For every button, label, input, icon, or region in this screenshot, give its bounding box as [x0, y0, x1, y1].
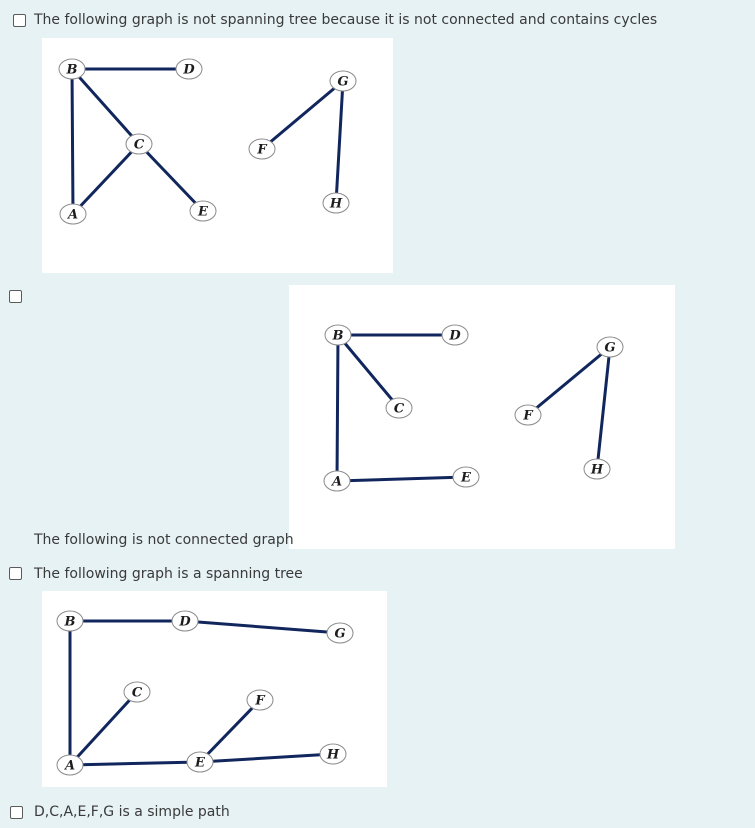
- graph-node-G: [330, 71, 356, 91]
- graph-edge-A-E: [70, 762, 200, 765]
- graph-node-E: [453, 467, 479, 487]
- graph-node-F: [515, 405, 541, 425]
- graph-node-label: H: [590, 462, 604, 478]
- option-1-label: The following graph is not spanning tree because it is not connected and contains cycles: [34, 12, 658, 28]
- graph-edge-D-G: [185, 621, 340, 633]
- graph-node-label: A: [331, 474, 343, 490]
- graph-node-E: [187, 752, 213, 772]
- graph-node-B: [325, 325, 351, 345]
- graph-node-C: [126, 134, 152, 154]
- graph-edge-E-F: [200, 700, 260, 762]
- graph-node-label: B: [64, 614, 76, 630]
- graph-node-C: [386, 398, 412, 418]
- graph-node-label: E: [195, 755, 205, 771]
- graph-edge-C-A: [73, 144, 139, 214]
- graph-node-label: D: [449, 328, 461, 344]
- graph-edge-B-A: [337, 335, 338, 481]
- graph-node-label: F: [255, 693, 265, 709]
- graph-node-D: [176, 59, 202, 79]
- graph-node-label: D: [179, 614, 191, 630]
- option-3-label: The following graph is a spanning tree: [34, 566, 303, 582]
- graph-node-B: [57, 611, 83, 631]
- graph-node-label: C: [393, 401, 405, 417]
- option-2-graph-image: [289, 285, 675, 549]
- graph-node-H: [323, 193, 349, 213]
- graph-node-label: A: [64, 758, 76, 774]
- graph-edge-C-A: [70, 692, 137, 765]
- graph-node-label: H: [326, 747, 340, 763]
- option-1-graph: [42, 38, 393, 273]
- option-3-graph: [42, 591, 387, 787]
- graph-edge-G-H: [597, 347, 610, 469]
- graph-node-label: B: [66, 62, 78, 78]
- graph-edge-B-C: [338, 335, 399, 408]
- graph-edge-F-G: [528, 347, 610, 415]
- graph-node-F: [247, 690, 273, 710]
- graph-edge-G-H: [336, 81, 343, 203]
- graph-edge-E-H: [200, 754, 333, 762]
- graph-node-G: [597, 337, 623, 357]
- graph-edge-B-A: [72, 69, 73, 214]
- graph-node-H: [584, 459, 610, 479]
- graph-node-G: [327, 623, 353, 643]
- graph-node-label: G: [604, 340, 616, 356]
- option-4-checkbox[interactable]: [10, 806, 23, 819]
- graph-node-label: G: [337, 74, 349, 90]
- graph-node-D: [442, 325, 468, 345]
- graph-node-label: F: [523, 408, 533, 424]
- option-2-checkbox[interactable]: [9, 290, 22, 303]
- graph-node-label: C: [133, 137, 145, 153]
- graph-node-C: [124, 682, 150, 702]
- graph-node-label: G: [334, 626, 346, 642]
- graph-edge-A-E: [337, 477, 466, 481]
- graph-node-label: E: [461, 470, 471, 486]
- graph-node-label: C: [131, 685, 143, 701]
- option-4-label: D,C,A,E,F,G is a simple path: [34, 804, 230, 820]
- option-3-graph-image: [42, 591, 387, 787]
- graph-node-E: [190, 201, 216, 221]
- graph-node-label: B: [332, 328, 344, 344]
- graph-node-B: [59, 59, 85, 79]
- option-3-checkbox[interactable]: [9, 567, 22, 580]
- graph-node-A: [57, 755, 83, 775]
- option-1-graph-image: [42, 38, 393, 273]
- option-2-label: The following is not connected graph: [34, 532, 294, 548]
- graph-node-label: D: [183, 62, 195, 78]
- graph-node-A: [60, 204, 86, 224]
- option-1-checkbox[interactable]: [13, 14, 26, 27]
- graph-node-label: H: [329, 196, 343, 212]
- graph-node-label: E: [198, 204, 208, 220]
- graph-edge-C-E: [139, 144, 203, 211]
- graph-node-A: [324, 471, 350, 491]
- graph-node-label: A: [67, 207, 79, 223]
- graph-node-F: [249, 139, 275, 159]
- graph-node-D: [172, 611, 198, 631]
- graph-edge-F-G: [262, 81, 343, 149]
- graph-node-label: F: [257, 142, 267, 158]
- graph-node-H: [320, 744, 346, 764]
- graph-edge-B-C: [72, 69, 139, 144]
- option-2-graph: [289, 285, 675, 549]
